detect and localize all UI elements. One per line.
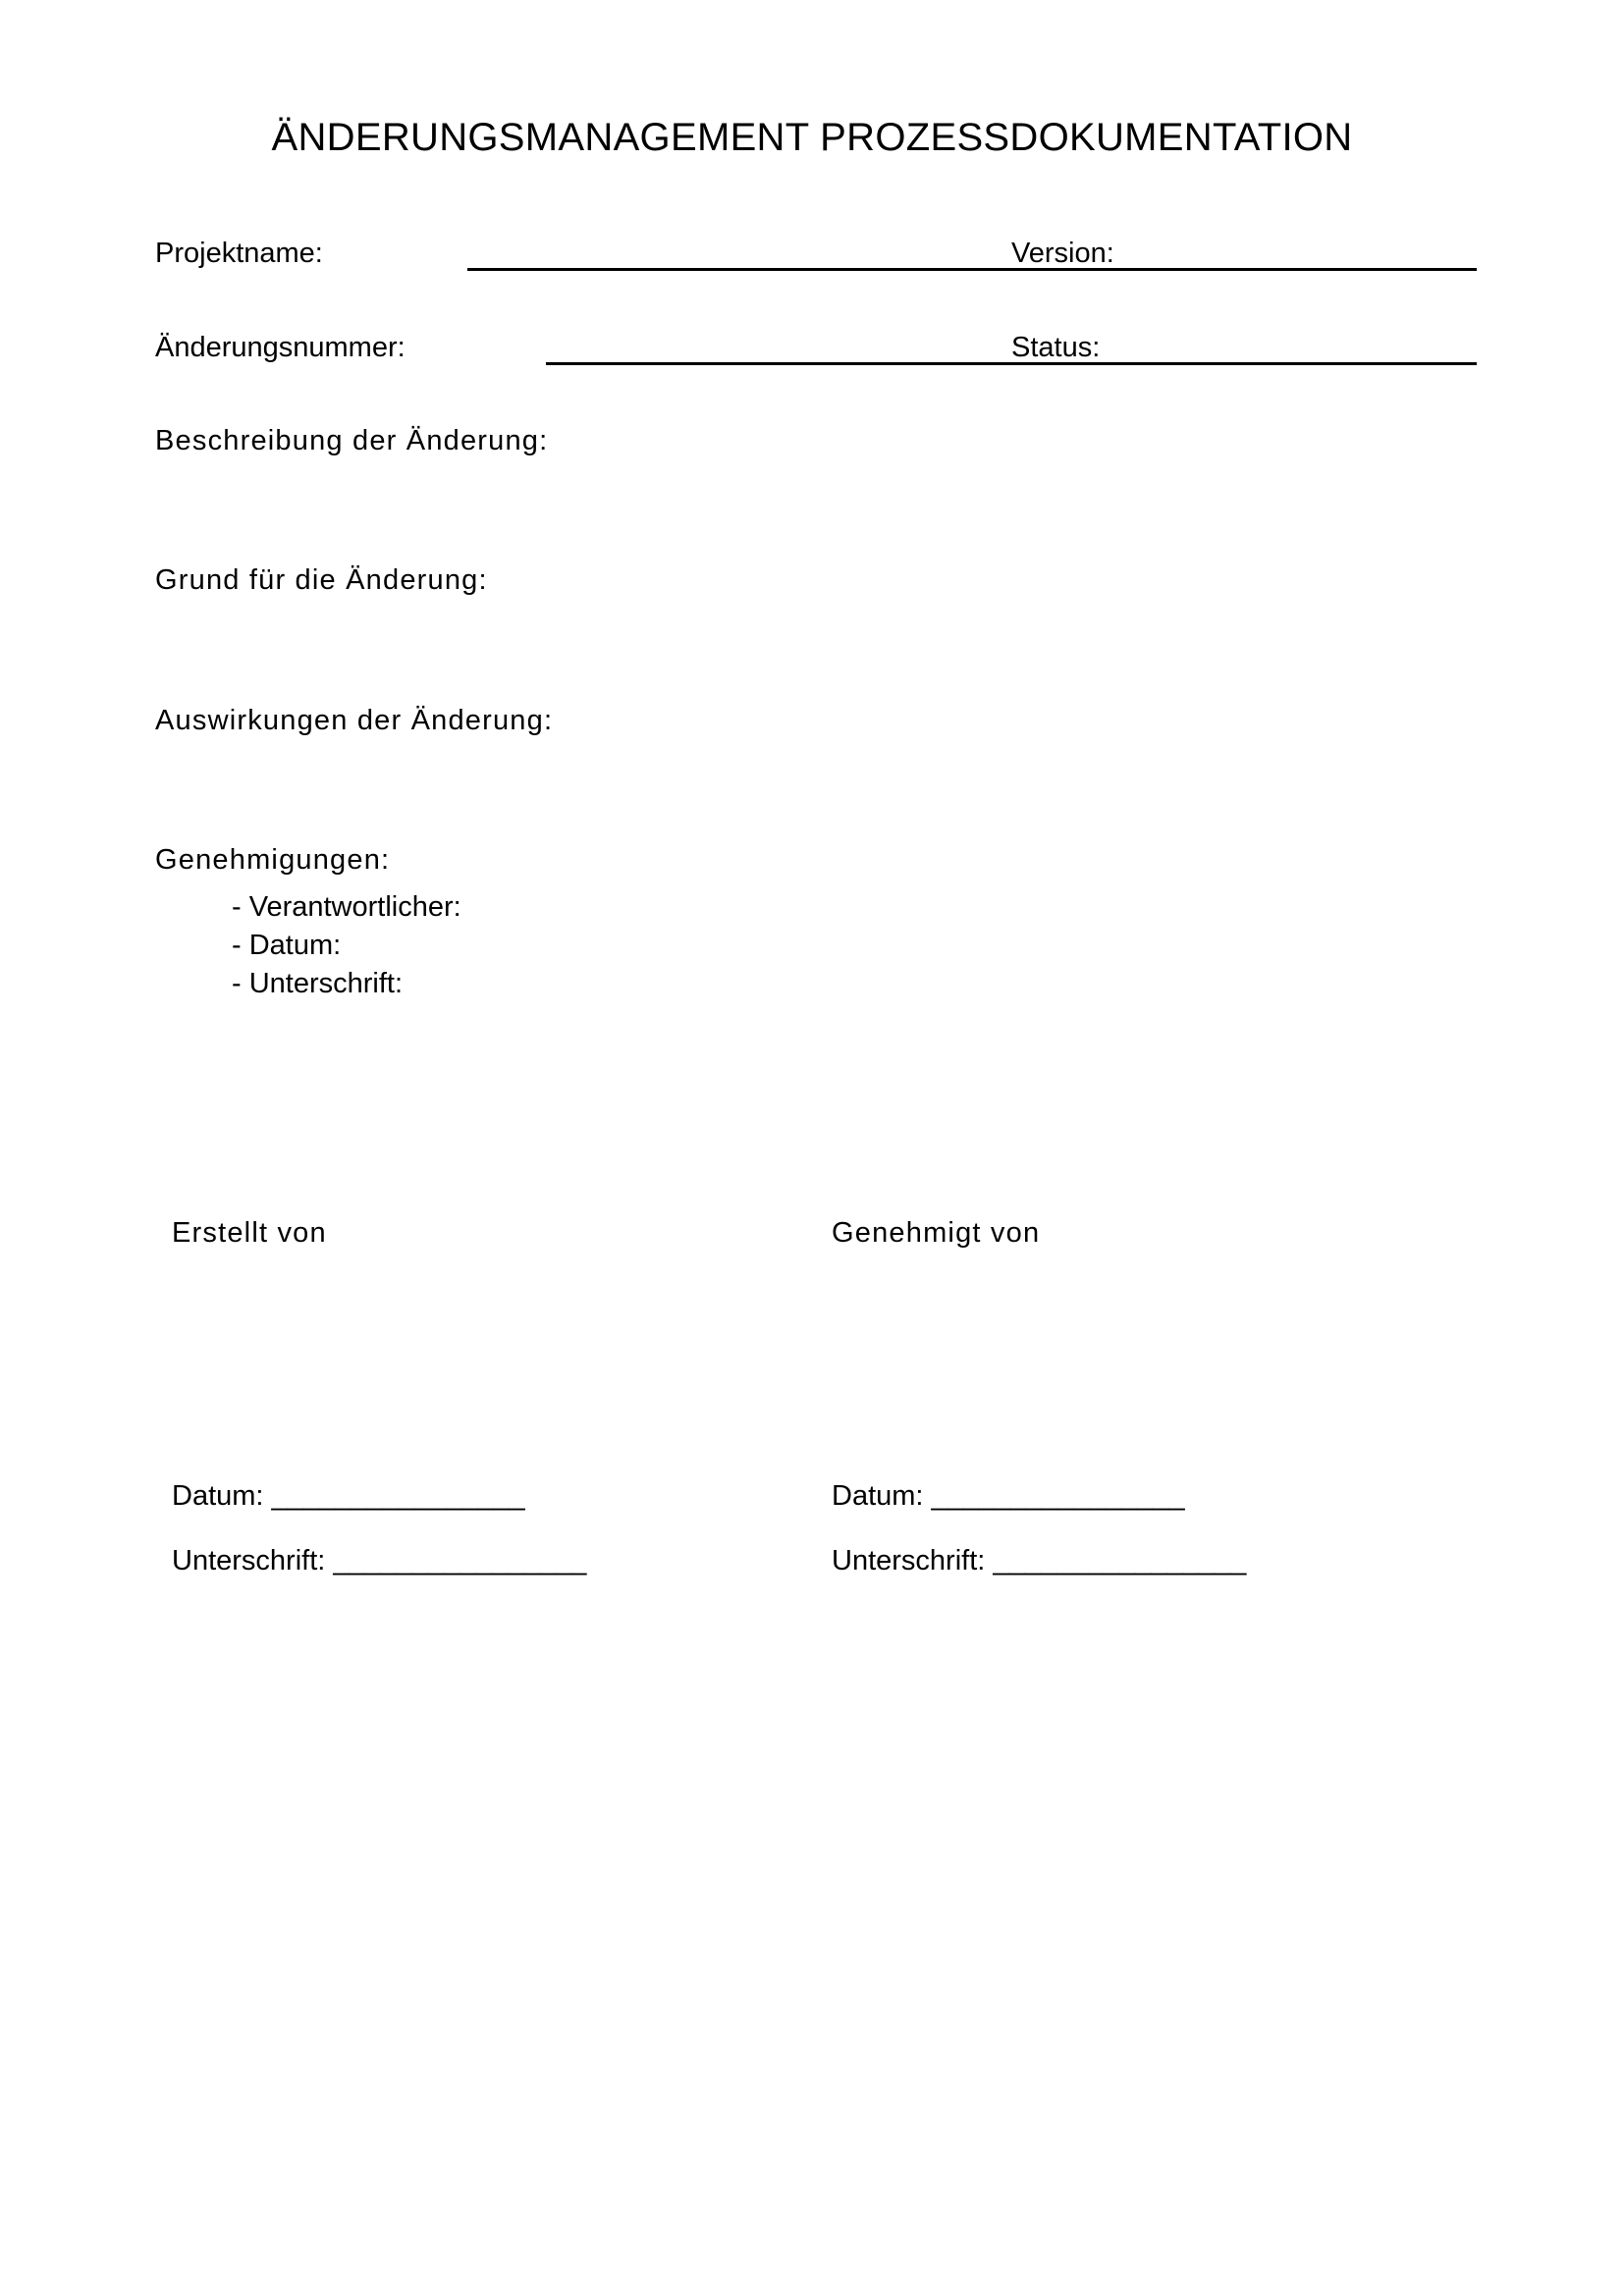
approvals-item-responsible: - Verantwortlicher: [232,891,461,923]
approvals-label: Genehmigungen: [155,844,391,876]
document-title: ÄNDERUNGSMANAGEMENT PROZESSDOKUMENTATION [271,116,1353,159]
description-label: Beschreibung der Änderung: [155,425,549,456]
reason-label: Grund für die Änderung: [155,564,488,596]
approved-by-heading: Genehmigt von [832,1217,1041,1249]
approvals-item-signature: - Unterschrift: [232,968,404,999]
created-by-signature-field[interactable]: Unterschrift: ________________ [172,1545,587,1576]
impact-label: Auswirkungen der Änderung: [155,705,554,736]
approved-by-signature-field[interactable]: Unterschrift: ________________ [832,1545,1247,1576]
status-label: Status: [1011,332,1101,363]
project-name-label: Projektname: [155,238,323,269]
change-number-label: Änderungsnummer: [155,332,406,363]
project-name-line[interactable] [467,268,1477,271]
approvals-item-date: - Datum: [232,930,342,961]
version-label: Version: [1011,238,1114,269]
created-by-date-field[interactable]: Datum: ________________ [172,1480,525,1512]
approved-by-date-field[interactable]: Datum: ________________ [832,1480,1185,1512]
created-by-heading: Erstellt von [172,1217,327,1249]
